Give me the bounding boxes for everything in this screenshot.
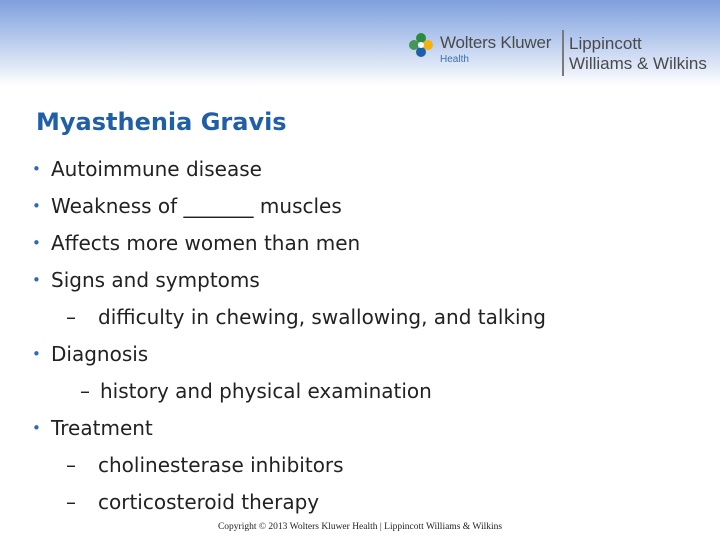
bullet-text: Weakness of _______ muscles [51, 194, 342, 218]
sub-bullet-item [66, 305, 546, 329]
bullet-dot-icon: • [32, 271, 41, 289]
wolters-kluwer-logo-icon [408, 32, 434, 58]
bullet-text: Treatment [51, 416, 153, 440]
sub-bullet-item [80, 379, 432, 403]
bullet-item [32, 231, 360, 255]
bullet-item [32, 194, 342, 218]
logo-divider [562, 30, 564, 76]
bullet-item [32, 416, 153, 440]
sub-bullet-dash-icon: – [66, 490, 76, 514]
bullet-text: Affects more women than men [51, 231, 361, 255]
sub-bullet-dash-icon: – [66, 305, 76, 329]
brand-subtitle: Health [440, 54, 469, 65]
sub-bullet-text: corticosteroid therapy [98, 490, 320, 514]
sub-bullet-item [66, 490, 319, 514]
copyright-footer: Copyright © 2013 Wolters Kluwer Health | Lippincott Williams & Wilkins [217, 522, 503, 532]
bullet-text: Autoimmune disease [51, 157, 262, 181]
bullet-dot-icon: • [32, 160, 41, 178]
bullet-item [32, 268, 260, 292]
sub-bullet-text: history and physical examination [100, 379, 432, 403]
sub-bullet-item [66, 453, 344, 477]
slide-title: Myasthenia Gravis [36, 108, 287, 136]
bullet-dot-icon: • [32, 197, 41, 215]
bullet-item [32, 157, 262, 181]
bullet-text: Signs and symptoms [51, 268, 260, 292]
sub-bullet-dash-icon: – [80, 379, 90, 403]
imprint-line-1: Lippincott [569, 34, 642, 53]
imprint-line-2: Williams & Wilkins [569, 54, 707, 73]
bullet-item [32, 342, 148, 366]
brand-name: Wolters Kluwer [440, 33, 552, 52]
sub-bullet-text: difficulty in chewing, swallowing, and talking [98, 305, 546, 329]
bullet-dot-icon: • [32, 419, 41, 437]
sub-bullet-dash-icon: – [66, 453, 76, 477]
bullet-text: Diagnosis [51, 342, 149, 366]
bullet-dot-icon: • [32, 234, 41, 252]
sub-bullet-text: cholinesterase inhibitors [98, 453, 344, 477]
bullet-dot-icon: • [32, 345, 41, 363]
